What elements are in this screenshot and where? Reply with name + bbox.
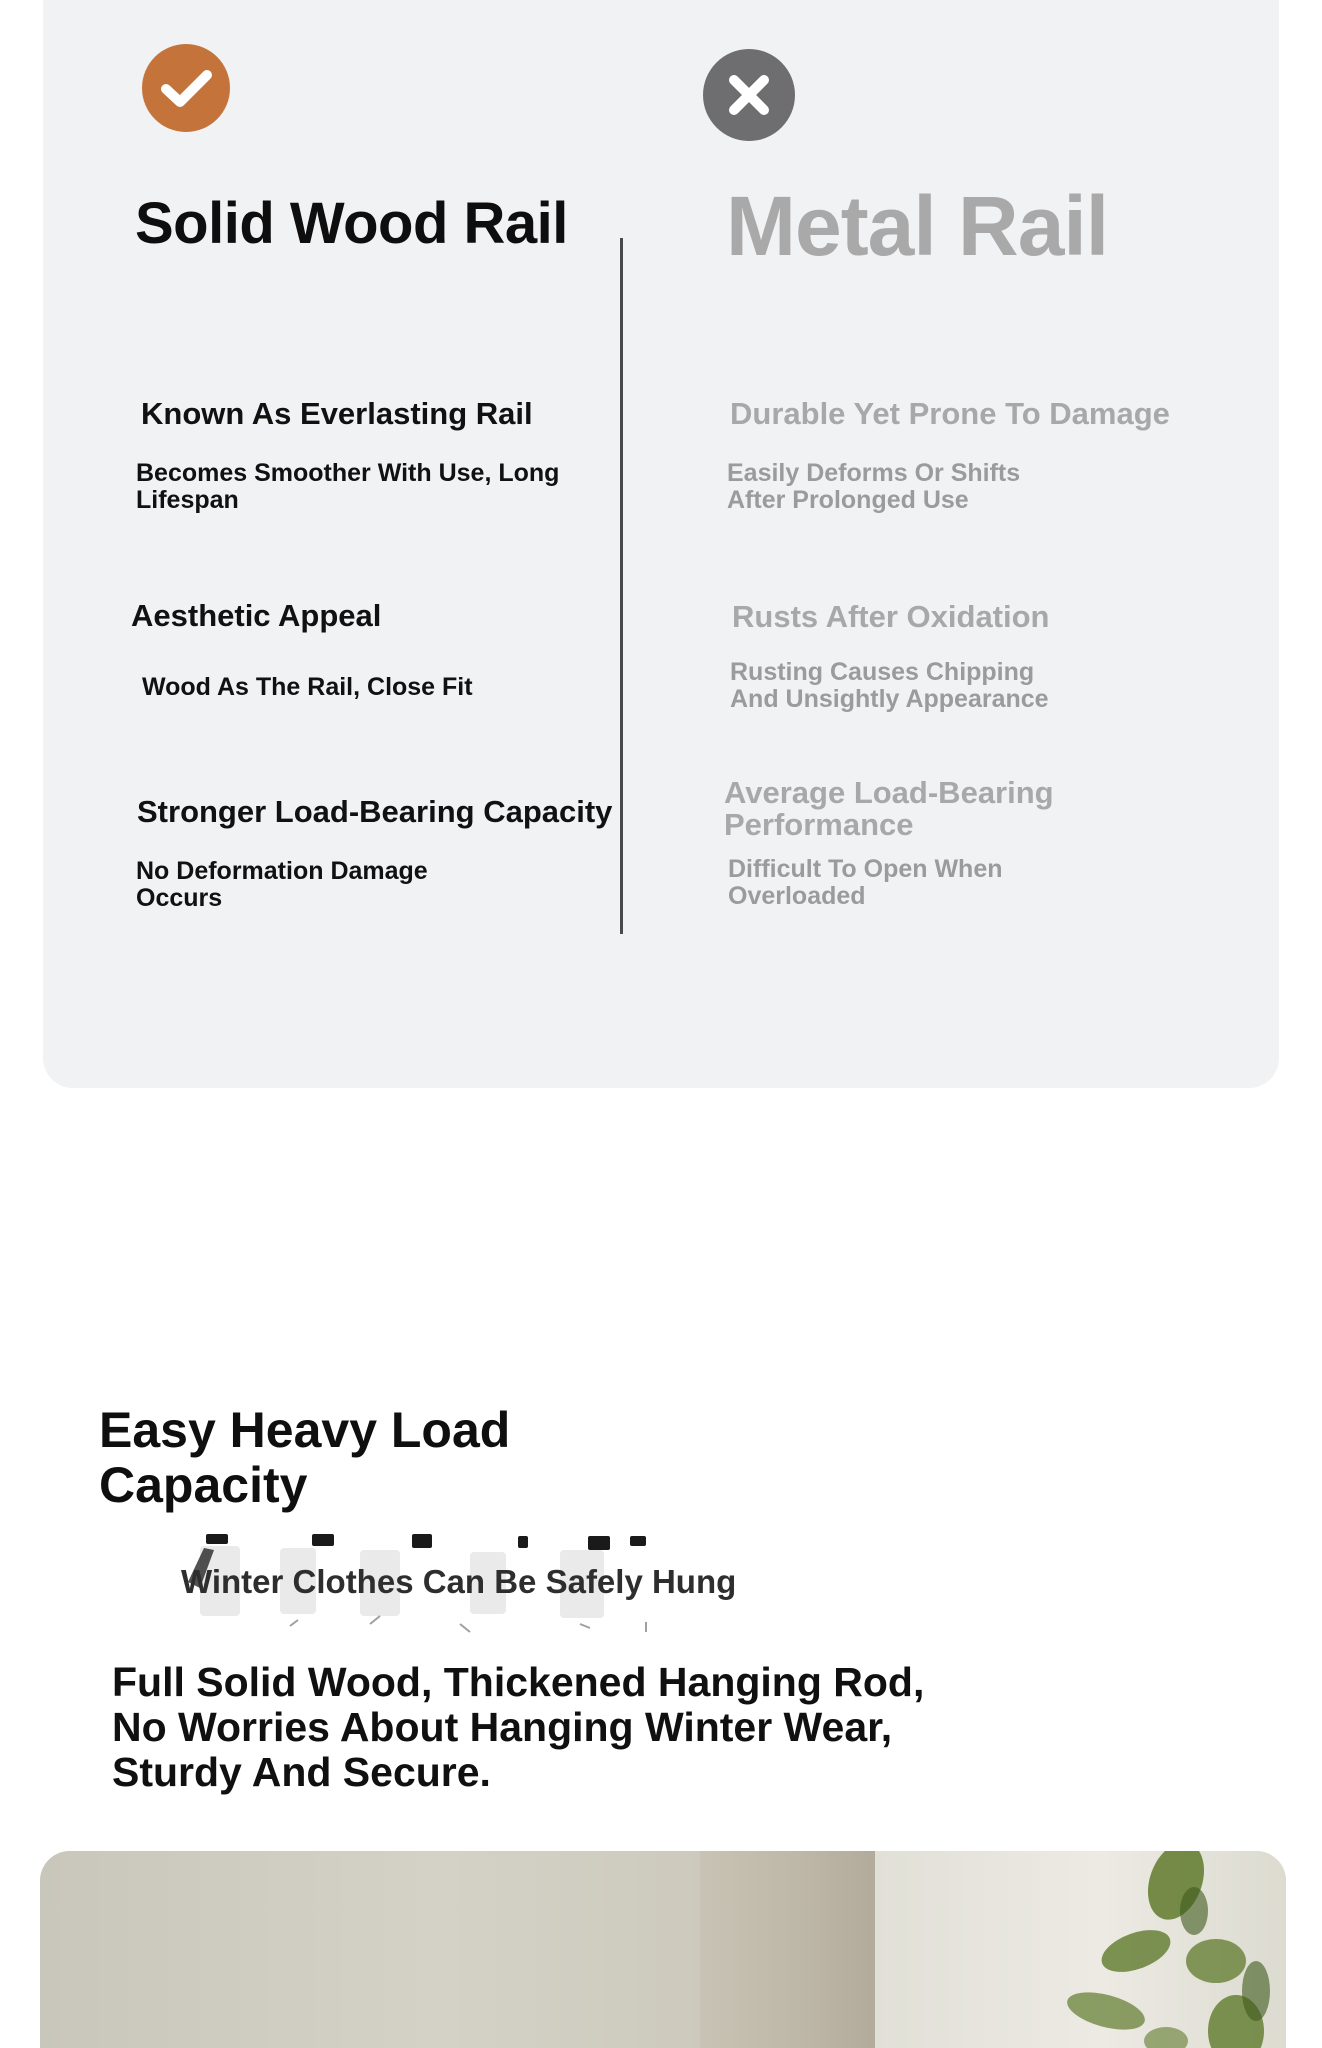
metal-feature-description-1: Easily Deforms Or Shifts After Prolonged Use [727, 459, 1021, 514]
section-title: Easy Heavy Load Capacity [99, 1402, 511, 1513]
metal-rail-title: Metal Rail [726, 179, 1109, 273]
section-body-text: Full Solid Wood, Thickened Hanging Rod, No Worries About Hanging Winter Wear, Sturdy And Secure. [112, 1659, 925, 1795]
metal-feature-heading-2: Rusts After Oxidation [732, 599, 1050, 634]
photo-pillar [700, 1851, 875, 2048]
x-icon [703, 49, 795, 141]
wood-feature-heading-1: Known As Everlasting Rail [141, 396, 533, 431]
metal-feature-heading-3: Average Load-Bearing Performance [724, 775, 1054, 842]
metal-feature-heading-1: Durable Yet Prone To Damage [730, 396, 1170, 431]
plant-image [1016, 1851, 1276, 2048]
wood-feature-heading-2: Aesthetic Appeal [131, 598, 382, 633]
column-divider [620, 238, 623, 934]
solid-wood-rail-title: Solid Wood Rail [135, 191, 568, 256]
wood-feature-description-3: No Deformation Damage Occurs [136, 857, 428, 912]
wood-feature-heading-3: Stronger Load-Bearing Capacity [137, 794, 613, 829]
check-icon [142, 44, 230, 132]
metal-feature-description-2: Rusting Causes Chipping And Unsightly Appearance [730, 658, 1049, 713]
wood-feature-description-1: Becomes Smoother With Use, Long Lifespan [136, 459, 560, 514]
photo-wall [40, 1851, 700, 2048]
metal-feature-description-3: Difficult To Open When Overloaded [728, 855, 1003, 910]
room-photo [40, 1851, 1286, 2048]
comparison-card [43, 0, 1279, 1088]
wood-feature-description-2: Wood As The Rail, Close Fit [142, 673, 473, 701]
section-subtitle: Winter Clothes Can Be Safely Hung [181, 1563, 737, 1600]
